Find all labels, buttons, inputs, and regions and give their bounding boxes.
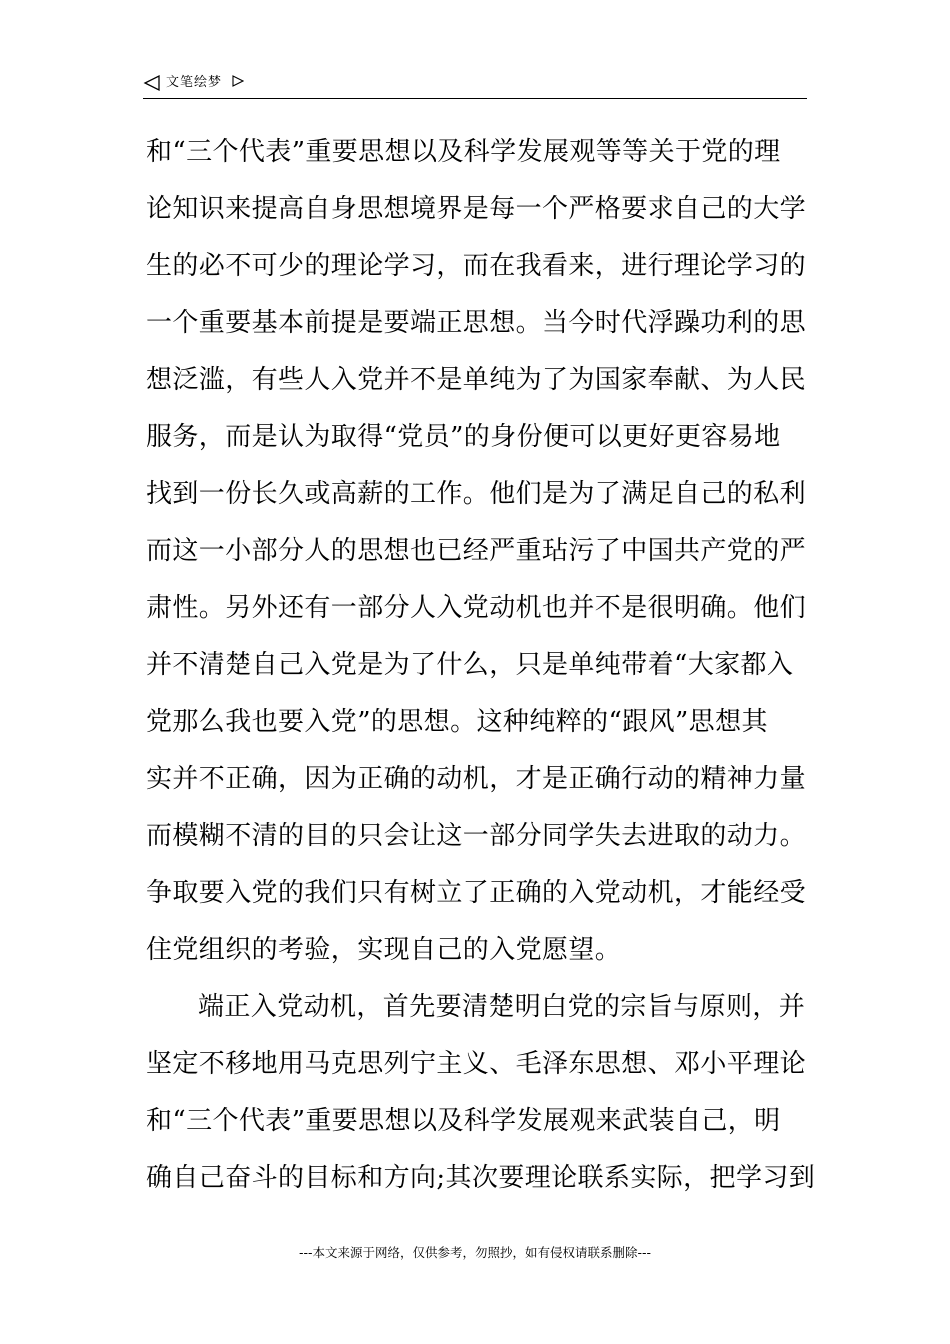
text-line: 争取要入党的我们只有树立了正确的入党动机，才能经受 [146, 878, 807, 908]
triangle-left-outline-icon [143, 74, 161, 92]
text-line: 并不清楚自己入党是为了什么，只是单纯带着“大家都入 [146, 650, 794, 680]
text-line: 党那么我也要入党”的思想。这种纯粹的“跟风”思想其 [146, 707, 768, 737]
text-line: 坚定不移地用马克思列宁主义、毛泽东思想、邓小平理论 [146, 1049, 807, 1079]
text-line: 找到一份长久或高薪的工作。他们是为了满足自己的私利 [146, 479, 807, 509]
text-line: 和“三个代表”重要思想以及科学发展观来武装自己，明 [146, 1106, 781, 1136]
text-line: 服务，而是认为取得“党员”的身份便可以更好更容易地 [146, 422, 781, 452]
paragraph-start-line: 端正入党动机，首先要清楚明白党的宗旨与原则，并 [198, 992, 806, 1022]
text-line: 而这一小部分人的思想也已经严重玷污了中国共产党的严 [146, 536, 807, 566]
footer-disclaimer: ---本文来源于网络，仅供参考，勿照抄，如有侵权请联系删除--- [298, 1245, 652, 1260]
text-line: 实并不正确，因为正确的动机，才是正确行动的精神力量 [146, 764, 807, 794]
page-header [143, 72, 807, 99]
text-line: 想泛滥，有些人入党并不是单纯为了为国家奉献、为人民 [146, 365, 807, 395]
text-line: 和“三个代表”重要思想以及科学发展观等等关于党的理 [146, 137, 781, 167]
text-line: 一个重要基本前提是要端正思想。当今时代浮躁功利的思 [146, 308, 807, 338]
text-line: 生的必不可少的理论学习，而在我看来，进行理论学习的 [146, 251, 807, 281]
body-text [146, 124, 816, 1207]
text-line: 论知识来提高自身思想境界是每一个严格要求自己的大学 [146, 194, 807, 224]
text-line: 而模糊不清的目的只会让这一部分同学失去进取的动力。 [146, 821, 807, 851]
text-line: 确自己奋斗的目标和方向;其次要理论联系实际，把学习到 [146, 1163, 816, 1193]
text-line: 住党组织的考验，实现自己的入党愿望。 [146, 935, 622, 965]
text-line: 肃性。另外还有一部分人入党动机也并不是很明确。他们 [146, 593, 807, 623]
header-brand: 文笔绘梦 [166, 75, 223, 90]
triangle-right-outline-icon [232, 75, 244, 87]
